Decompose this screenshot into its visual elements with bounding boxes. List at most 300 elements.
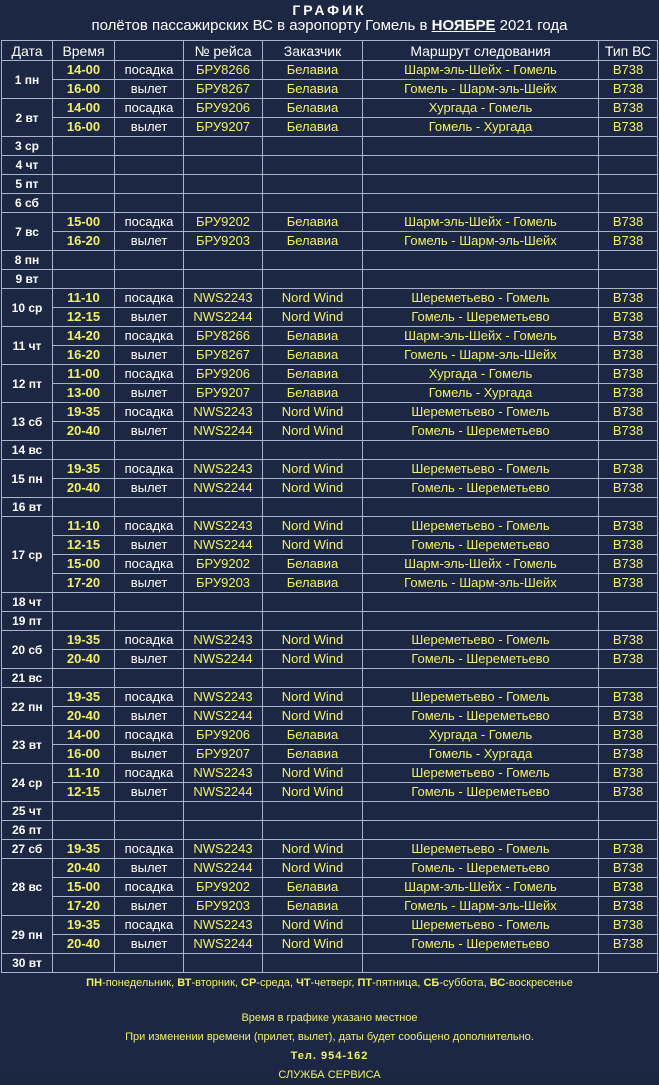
flight-time: 16-20 [53,346,115,365]
table-row [2,289,658,308]
aircraft-type: B738 [599,479,658,498]
flight-customer: Nord Wind [263,935,363,954]
table-row [2,156,658,175]
flight-customer: Nord Wind [263,460,363,479]
day-label: 30 вт [2,954,53,973]
empty-cell [115,194,184,213]
flight-number: БРУ8266 [184,327,263,346]
day-label: 19 пт [2,612,53,631]
table-row [2,365,658,384]
flight-number: БРУ9207 [184,118,263,137]
column-header-customer: Заказчик [263,41,363,61]
flight-number: NWS2243 [184,688,263,707]
flight-number: БРУ9202 [184,555,263,574]
table-row [2,688,658,707]
flight-action: посадка [115,688,184,707]
aircraft-type: B738 [599,232,658,251]
flight-action: посадка [115,460,184,479]
aircraft-type: B738 [599,403,658,422]
empty-cell [53,612,115,631]
aircraft-type: B738 [599,726,658,745]
table-row [2,707,658,726]
legend-text: -четверг, [310,977,358,989]
aircraft-type: B738 [599,346,658,365]
flight-number: NWS2243 [184,840,263,859]
flight-number: NWS2244 [184,935,263,954]
flight-route: Шереметьево - Гомель [363,916,599,935]
empty-cell [115,137,184,156]
day-label: 17 ср [2,517,53,593]
empty-cell [184,498,263,517]
flight-route: Гомель - Шарм-эль-Шейх [363,80,599,99]
flight-customer: Белавиа [263,574,363,593]
day-label: 22 пн [2,688,53,726]
flight-time: 16-20 [53,232,115,251]
flight-customer: Белавиа [263,745,363,764]
flight-route: Гомель - Шарм-эль-Шейх [363,574,599,593]
flight-action: вылет [115,859,184,878]
flight-route: Гомель - Хургада [363,384,599,403]
flight-number: NWS2243 [184,289,263,308]
day-label: 18 чт [2,593,53,612]
aircraft-type: B738 [599,422,658,441]
day-label: 7 вс [2,213,53,251]
flight-route: Шереметьево - Гомель [363,517,599,536]
table-row [2,194,658,213]
table-row [2,745,658,764]
empty-cell [115,175,184,194]
contact-phone: Тел. 954-162 [290,1050,369,1062]
day-label: 28 вс [2,859,53,916]
flight-customer: Nord Wind [263,517,363,536]
table-row [2,555,658,574]
empty-cell [53,821,115,840]
table-row [2,346,658,365]
flight-action: вылет [115,384,184,403]
table-row [2,460,658,479]
flight-action: вылет [115,232,184,251]
flight-action: посадка [115,517,184,536]
table-row [2,270,658,289]
table-row [2,935,658,954]
flight-number: БРУ9207 [184,384,263,403]
flight-route: Шереметьево - Гомель [363,403,599,422]
flight-customer: Nord Wind [263,631,363,650]
empty-cell [263,441,363,460]
flight-action: посадка [115,327,184,346]
empty-cell [184,270,263,289]
empty-cell [363,954,599,973]
flight-customer: Белавиа [263,61,363,80]
table-row [2,498,658,517]
aircraft-type: B738 [599,213,658,232]
aircraft-type: B738 [599,536,658,555]
schedule-footer [0,973,659,1085]
aircraft-type: B738 [599,707,658,726]
flight-number: БРУ9202 [184,213,263,232]
table-row [2,726,658,745]
empty-cell [53,669,115,688]
flight-number: БРУ9207 [184,745,263,764]
empty-cell [115,669,184,688]
day-label: 8 пн [2,251,53,270]
empty-cell [599,137,658,156]
table-row [2,821,658,840]
empty-cell [115,251,184,270]
flight-number: NWS2243 [184,460,263,479]
table-row [2,612,658,631]
empty-cell [363,175,599,194]
empty-cell [53,954,115,973]
day-label: 24 ср [2,764,53,802]
flight-time: 14-20 [53,327,115,346]
empty-cell [53,593,115,612]
flight-route: Гомель - Шереметьево [363,707,599,726]
aircraft-type: B738 [599,118,658,137]
flight-number: БРУ9203 [184,232,263,251]
aircraft-type: B738 [599,764,658,783]
flight-action: посадка [115,289,184,308]
flight-time: 15-00 [53,555,115,574]
note-changes: При изменении времени (прилет, вылет), даты будет сообщено дополнительно. [125,1031,534,1043]
table-row [2,327,658,346]
empty-cell [599,251,658,270]
empty-cell [184,137,263,156]
flight-number: БРУ8267 [184,80,263,99]
legend-text: -среда, [256,977,297,989]
table-row [2,802,658,821]
flight-route: Шарм-эль-Шейх - Гомель [363,327,599,346]
flight-time: 11-00 [53,365,115,384]
table-row [2,859,658,878]
aircraft-type: B738 [599,460,658,479]
flight-route: Шарм-эль-Шейх - Гомель [363,213,599,232]
legend-text: -пятница, [372,977,424,989]
flight-customer: Белавиа [263,327,363,346]
empty-cell [184,612,263,631]
flight-route: Гомель - Шереметьево [363,308,599,327]
table-row [2,384,658,403]
schedule-body [2,61,658,973]
flight-action: посадка [115,916,184,935]
day-label: 23 вт [2,726,53,764]
flight-customer: Белавиа [263,897,363,916]
empty-cell [184,194,263,213]
schedule-header [0,0,659,40]
flight-number: NWS2244 [184,783,263,802]
legend-text: -суббота, [439,977,490,989]
flight-route: Хургада - Гомель [363,99,599,118]
flight-time: 20-40 [53,650,115,669]
flight-time: 14-00 [53,726,115,745]
day-label: 16 вт [2,498,53,517]
empty-cell [115,954,184,973]
flight-customer: Nord Wind [263,764,363,783]
flight-time: 19-35 [53,403,115,422]
aircraft-type: B738 [599,327,658,346]
column-header-date: Дата [2,41,53,61]
flight-customer: Белавиа [263,80,363,99]
flight-action: посадка [115,61,184,80]
empty-cell [184,156,263,175]
flight-time: 14-00 [53,61,115,80]
flight-route: Гомель - Шереметьево [363,935,599,954]
flight-route: Гомель - Шарм-эль-Шейх [363,346,599,365]
aircraft-type: B738 [599,517,658,536]
flight-route: Шереметьево - Гомель [363,460,599,479]
flight-number: NWS2244 [184,308,263,327]
empty-cell [363,270,599,289]
empty-cell [599,802,658,821]
legend-abbr: СБ [423,977,440,989]
empty-cell [115,612,184,631]
flight-schedule-table [1,40,658,973]
table-row [2,213,658,232]
flight-customer: Белавиа [263,555,363,574]
legend-abbr: СР [241,977,257,989]
aircraft-type: B738 [599,555,658,574]
empty-cell [115,441,184,460]
flight-customer: Nord Wind [263,650,363,669]
flight-route: Гомель - Хургада [363,745,599,764]
flight-number: БРУ9206 [184,726,263,745]
day-label: 20 сб [2,631,53,669]
table-row [2,536,658,555]
flight-time: 19-35 [53,688,115,707]
flight-time: 16-00 [53,745,115,764]
day-label: 2 вт [2,99,53,137]
empty-cell [363,251,599,270]
flight-action: вылет [115,935,184,954]
flight-action: посадка [115,631,184,650]
flight-time: 15-00 [53,878,115,897]
day-label: 13 сб [2,403,53,441]
flight-route: Шереметьево - Гомель [363,688,599,707]
empty-cell [599,954,658,973]
flight-number: NWS2244 [184,536,263,555]
weekday-legend [0,973,659,995]
subtitle-month: НОЯБРЕ [431,17,496,34]
empty-cell [263,821,363,840]
empty-cell [263,175,363,194]
flight-customer: Белавиа [263,365,363,384]
flight-action: вылет [115,897,184,916]
empty-cell [599,612,658,631]
flight-action: вылет [115,745,184,764]
empty-cell [263,498,363,517]
aircraft-type: B738 [599,384,658,403]
empty-cell [599,175,658,194]
flight-route: Гомель - Шереметьево [363,536,599,555]
flight-route: Гомель - Шарм-эль-Шейх [363,232,599,251]
empty-cell [363,194,599,213]
empty-cell [184,175,263,194]
day-label: 29 пн [2,916,53,954]
flight-action: вылет [115,346,184,365]
legend-text: -воскресенье [505,977,573,989]
flight-action: посадка [115,99,184,118]
empty-cell [53,802,115,821]
flight-time: 20-40 [53,422,115,441]
flight-time: 16-00 [53,80,115,99]
flight-action: посадка [115,555,184,574]
flight-customer: Белавиа [263,99,363,118]
empty-cell [53,441,115,460]
day-label: 3 ср [2,137,53,156]
empty-cell [363,802,599,821]
aircraft-type: B738 [599,99,658,118]
flight-time: 13-00 [53,384,115,403]
table-row [2,403,658,422]
aircraft-type: B738 [599,878,658,897]
table-row [2,954,658,973]
flight-number: NWS2243 [184,631,263,650]
aircraft-type: B738 [599,859,658,878]
flight-customer: Белавиа [263,232,363,251]
empty-cell [263,612,363,631]
table-row [2,878,658,897]
table-row [2,764,658,783]
day-label: 27 сб [2,840,53,859]
day-label: 9 вт [2,270,53,289]
empty-cell [263,270,363,289]
flight-number: NWS2244 [184,859,263,878]
note-local-time: Время в графике указано местное [241,1012,418,1024]
day-label: 1 пн [2,61,53,99]
column-header-flight-number: № рейса [184,41,263,61]
flight-time: 11-10 [53,289,115,308]
table-row [2,422,658,441]
empty-cell [115,156,184,175]
flight-number: NWS2244 [184,479,263,498]
table-row [2,517,658,536]
legend-text: -понедельник, [102,977,178,989]
day-label: 10 ср [2,289,53,327]
flight-route: Шарм-эль-Шейх - Гомель [363,555,599,574]
flight-number: БРУ9206 [184,99,263,118]
flight-customer: Nord Wind [263,403,363,422]
column-header-route: Маршрут следования [363,41,599,61]
empty-cell [115,593,184,612]
empty-cell [263,156,363,175]
table-row [2,479,658,498]
empty-cell [184,251,263,270]
flight-route: Шереметьево - Гомель [363,289,599,308]
flight-time: 17-20 [53,574,115,593]
aircraft-type: B738 [599,631,658,650]
table-row [2,137,658,156]
flight-time: 17-20 [53,897,115,916]
legend-abbr: ВС [489,977,506,989]
flight-number: БРУ8266 [184,61,263,80]
flight-route: Гомель - Шереметьево [363,650,599,669]
empty-cell [53,137,115,156]
flight-customer: Nord Wind [263,308,363,327]
flight-number: БРУ9203 [184,897,263,916]
day-label: 6 сб [2,194,53,213]
flight-route: Шереметьево - Гомель [363,631,599,650]
flight-time: 12-15 [53,783,115,802]
flight-customer: Белавиа [263,118,363,137]
table-row [2,916,658,935]
empty-cell [53,498,115,517]
flight-time: 12-15 [53,308,115,327]
flight-route: Гомель - Шарм-эль-Шейх [363,897,599,916]
empty-cell [115,270,184,289]
table-row [2,650,658,669]
table-row [2,840,658,859]
flight-route: Гомель - Шереметьево [363,422,599,441]
legend-abbr: ВТ [177,977,192,989]
flight-route: Шарм-эль-Шейх - Гомель [363,61,599,80]
table-row [2,232,658,251]
flight-action: вылет [115,308,184,327]
flight-customer: Nord Wind [263,688,363,707]
flight-number: БРУ9203 [184,574,263,593]
flight-customer: Nord Wind [263,479,363,498]
table-row [2,593,658,612]
column-header-action [115,41,184,61]
flight-number: БРУ9202 [184,878,263,897]
table-row [2,631,658,650]
table-row [2,118,658,137]
subtitle-prefix: полётов пассажирских ВС в аэропорту Гомель в [91,17,432,34]
flight-time: 20-40 [53,859,115,878]
empty-cell [184,802,263,821]
flight-number: NWS2243 [184,403,263,422]
empty-cell [363,669,599,688]
empty-cell [184,669,263,688]
empty-cell [184,821,263,840]
aircraft-type: B738 [599,61,658,80]
table-row [2,669,658,688]
flight-action: вылет [115,707,184,726]
day-label: 25 чт [2,802,53,821]
flight-route: Хургада - Гомель [363,365,599,384]
empty-cell [599,441,658,460]
table-row [2,80,658,99]
aircraft-type: B738 [599,574,658,593]
table-row [2,99,658,118]
empty-cell [53,175,115,194]
empty-cell [599,156,658,175]
legend-text: -вторник, [191,977,241,989]
flight-number: БРУ9206 [184,365,263,384]
legend-abbr: ЧТ [296,977,311,989]
schedule-subtitle [0,18,659,34]
flight-customer: Nord Wind [263,536,363,555]
flight-time: 15-00 [53,213,115,232]
flight-action: посадка [115,878,184,897]
empty-cell [263,954,363,973]
day-label: 26 пт [2,821,53,840]
flight-action: посадка [115,764,184,783]
table-row [2,251,658,270]
flight-time: 19-35 [53,631,115,650]
aircraft-type: B738 [599,916,658,935]
flight-time: 19-35 [53,840,115,859]
flight-route: Гомель - Шереметьево [363,859,599,878]
flight-customer: Nord Wind [263,840,363,859]
empty-cell [263,802,363,821]
empty-cell [184,954,263,973]
empty-cell [53,194,115,213]
aircraft-type: B738 [599,935,658,954]
empty-cell [53,251,115,270]
empty-cell [599,194,658,213]
empty-cell [263,137,363,156]
aircraft-type: B738 [599,650,658,669]
